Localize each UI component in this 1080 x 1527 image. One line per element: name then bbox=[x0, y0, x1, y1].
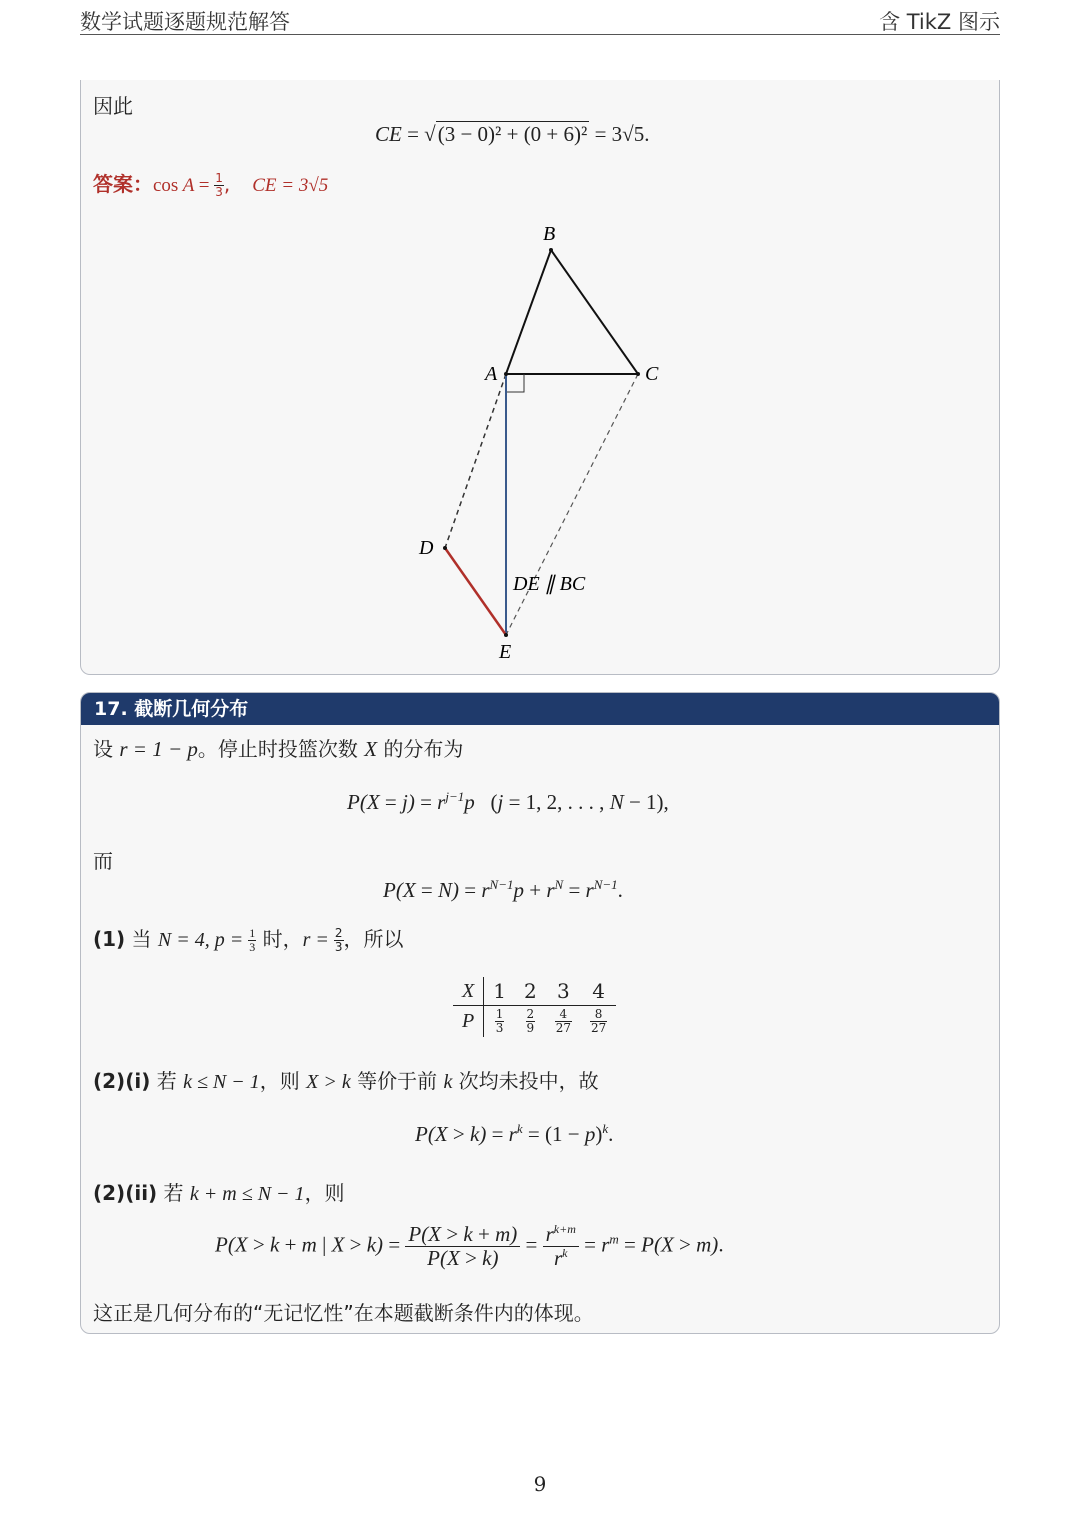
answer-cos-num: 1 bbox=[215, 171, 223, 186]
segment-bc bbox=[551, 250, 638, 374]
answer-label: 答案： bbox=[93, 172, 153, 196]
table-header-x: X bbox=[453, 977, 484, 1006]
table-cell: $\frac{8}{27}$ bbox=[590, 1007, 607, 1035]
table-cell: $\frac{4}{27}$ bbox=[555, 1007, 571, 1035]
answer-ce: CE = 3√5 bbox=[252, 175, 329, 196]
table-row-x bbox=[453, 977, 616, 1006]
answer-sep: , bbox=[223, 172, 231, 196]
table-header-p: P bbox=[453, 1006, 484, 1037]
point-b bbox=[549, 248, 553, 252]
label-a: A bbox=[485, 363, 498, 385]
er-text: 而 bbox=[93, 849, 113, 873]
table-cell: 3 bbox=[546, 977, 581, 1006]
table-cell: 1 bbox=[484, 977, 515, 1006]
part2i-line: (2)(i) 若 k ≤ N − 1，则 X > k 等价于前 k 次均未投中，故 bbox=[93, 1069, 599, 1093]
header-subtitle: 含 TikZ 图示 bbox=[879, 10, 1000, 34]
label-d: D bbox=[419, 537, 434, 559]
table-cell: $\frac{2}{9}$ bbox=[526, 1007, 535, 1035]
page-number: 9 bbox=[533, 1472, 547, 1496]
intro-line: 设 r = 1 − p。停止时投篮次数 X 的分布为 bbox=[93, 737, 464, 761]
label-b: B bbox=[543, 223, 556, 245]
point-d bbox=[443, 546, 447, 550]
problem-17-title: 17. 截断几何分布 bbox=[81, 693, 999, 725]
table-row-p bbox=[453, 1006, 616, 1037]
page-header bbox=[80, 4, 1000, 35]
ce-equation: CE = √(3 − 0)² + (0 + 6)² = 3√5. bbox=[375, 122, 650, 146]
segment-ad-dashed bbox=[445, 374, 506, 548]
segment-ce-dashed bbox=[506, 374, 638, 635]
header-title: 数学试题逐题规范解答 bbox=[80, 10, 290, 34]
equation-distribution: $P(X = j) = r^{j-1}p$ (j = 1, 2, . . . , N − 1), bbox=[347, 789, 669, 814]
answer-line: 答案：cos A = $\frac{1}{3}$ , CE = 3√5 bbox=[93, 171, 329, 199]
answer-cos-den: 3 bbox=[215, 185, 223, 199]
parallel-annotation: DE ∥ BC bbox=[513, 573, 586, 595]
table-cell: 2 bbox=[515, 977, 546, 1006]
conclusion-text: 这正是几何分布的“无记忆性”在本题截断条件内的体现。 bbox=[93, 1301, 594, 1325]
table-cell: $\frac{1}{3}$ bbox=[495, 1007, 504, 1035]
equation-tail: $P(X > k) = r^k = (1 - p)^k$. bbox=[415, 1121, 614, 1146]
equation-memoryless: P(X > k + m | X > k) = $\frac{P(X > k + m)}{P(X > k)}$ = $\frac{r^{k+m}}{r^k}$ = $r^m = P(X > m)$. bbox=[215, 1222, 724, 1271]
part1-line: (1) 当 N = 4, p = $\frac{1}{3}$ 时，r = $\frac{2}{3}$ ，所以 bbox=[93, 926, 404, 954]
segment-ab bbox=[506, 250, 551, 374]
right-angle-marker bbox=[506, 374, 524, 392]
segment-de bbox=[445, 548, 506, 635]
geometry-figure bbox=[81, 210, 999, 690]
point-c bbox=[636, 372, 640, 376]
point-e bbox=[504, 633, 508, 637]
solution-box-continued bbox=[80, 80, 1000, 675]
point-a bbox=[504, 372, 508, 376]
part2ii-line: (2)(ii) 若 k + m ≤ N − 1，则 bbox=[93, 1181, 345, 1205]
distribution-table bbox=[453, 977, 616, 1037]
table-cell: 4 bbox=[581, 977, 616, 1006]
problem-17-box bbox=[80, 692, 1000, 1334]
equation-last: $P(X = N) = r^{N-1}p + r^N = r^{N-1}$. bbox=[383, 877, 623, 902]
intro-text: 因此 bbox=[93, 94, 133, 118]
label-e: E bbox=[499, 641, 512, 663]
label-c: C bbox=[645, 363, 659, 385]
